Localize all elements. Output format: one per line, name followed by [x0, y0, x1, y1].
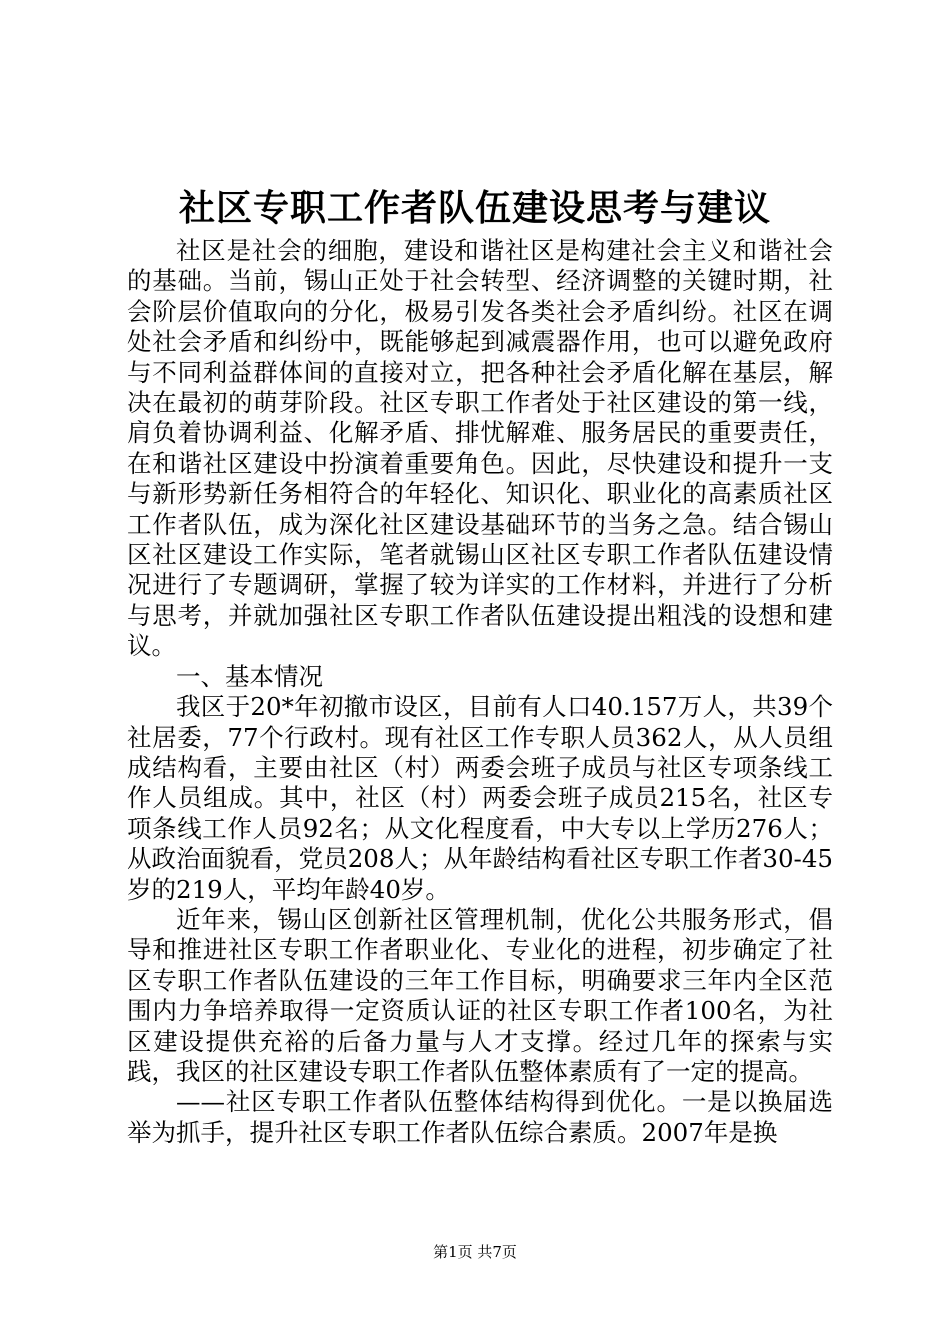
- page-number-footer: 第1页 共7页: [433, 1243, 517, 1261]
- paragraph-statistics: 我区于20*年初撤市设区，目前有人口40.157万人，共39个社居委，77个行政村。现有社区工作专职人员362人，从人员组成结构看，主要由社区（村）两委会班子成员与社区专项条线工作人员组成。其中，社区（村）两委会班子成员215名，社区专项条线工作人员92名；从文化程度看，中大专以上学历276人；从政治面貌看，党员208人；从年龄结构看社区专职工作者30-45岁的219人，平均年龄40岁。: [127, 692, 833, 904]
- document-body: [127, 236, 833, 1148]
- document-title: 社区专职工作者队伍建设思考与建议: [178, 187, 771, 229]
- paragraph-recent-years: 近年来，锡山区创新社区管理机制，优化公共服务形式，倡导和推进社区专职工作者职业化、专业化的进程，初步确定了社区专职工作者队伍建设的三年工作目标，明确要求三年内全区范围内力争培养取得一定资质认证的社区专职工作者100名，为社区建设提供充裕的后备力量与人才支撑。经过几年的探索与实践，我区的社区建设专职工作者队伍整体素质有了一定的提高。: [127, 904, 833, 1086]
- paragraph-intro: 社区是社会的细胞，建设和谐社区是构建社会主义和谐社会的基础。当前，锡山正处于社会转型、经济调整的关键时期，社会阶层价值取向的分化，极易引发各类社会矛盾纠纷。社区在调处社会矛盾和纠纷中，既能够起到减震器作用，也可以避免政府与不同利益群体间的直接对立，把各种社会矛盾化解在基层，解决在最初的萌芽阶段。社区专职工作者处于社区建设的第一线，肩负着协调利益、化解矛盾、排忧解难、服务居民的重要责任，在和谐社区建设中扮演着重要角色。因此，尽快建设和提升一支与新形势新任务相符合的年轻化、知识化、职业化的高素质社区工作者队伍，成为深化社区建设基础环节的当务之急。结合锡山区社区建设工作实际，笔者就锡山区社区专职工作者队伍建设情况进行了专题调研，掌握了较为详实的工作材料，并进行了分析与思考，并就加强社区专职工作者队伍建设提出粗浅的设想和建议。: [127, 236, 833, 661]
- section-heading-basic-situation: 一、基本情况: [176, 661, 323, 691]
- paragraph-structure-optimized: ——社区专职工作者队伍整体结构得到优化。一是以换届选举为抓手，提升社区专职工作者队伍综合素质。2007年是换: [127, 1087, 833, 1147]
